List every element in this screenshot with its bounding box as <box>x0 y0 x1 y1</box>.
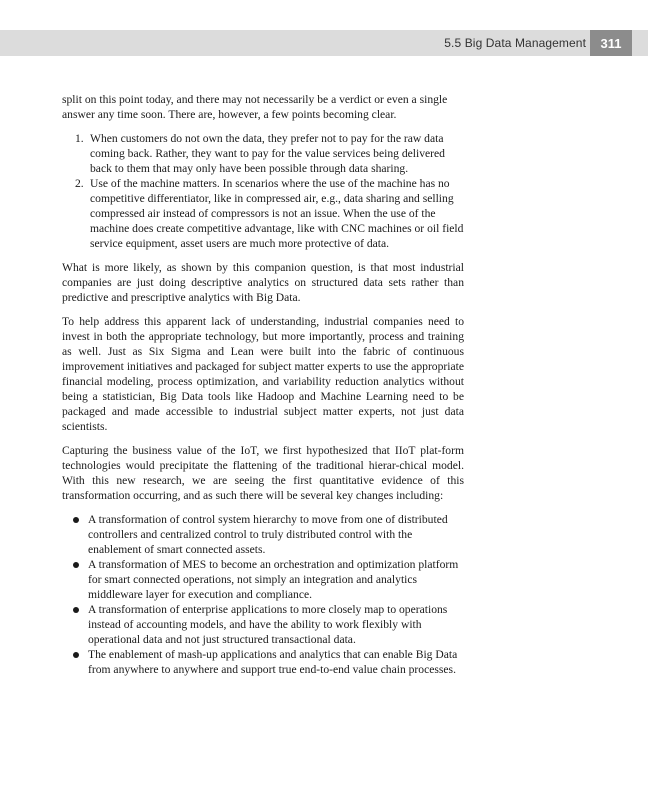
bullet-text: A transformation of MES to become an orchestration and optimization platform for smart connected operations, not simply an integration and analytics middleware layer for execution and compliance. <box>88 558 459 601</box>
bullet-list-item <box>62 647 464 677</box>
list-item-text: Use of the machine matters. In scenarios where the use of the machine has no competitive differentiator, like in compressed air, e.g., data sharing and selling compressed air instead of compressors is not an issue. When the use of the machine does create competitive advantage, like with CNC machines or oil field service equipment, asset users are much more protective of data. <box>90 177 464 250</box>
list-number: 2. <box>75 177 84 190</box>
bullet-icon <box>73 652 79 658</box>
page-number: 311 <box>590 30 632 56</box>
bullet-list <box>62 512 464 677</box>
bullet-list-item <box>62 602 464 647</box>
paragraph-help-address: To help address this apparent lack of understanding, industrial companies need to invest in both the appropriate technology, but more importantly, process and training as well. Just as Six Sigma and Lean were built into the fabric of continuous improvement initiatives and packaged for subject matter experts to use the appropriate financial modeling, process optimization, and variability reduction analytics without being a statistician, Big Data tools like Hadoop and Machine Learning need to be packaged and made accessible to industrial subject matter experts, not just data scientists. <box>62 315 464 433</box>
list-item-text: When customers do not own the data, they prefer not to pay for the raw data coming back. Rather, they want to pay for the value services being delivered back to them that may only have been possible through data sharing. <box>90 132 445 175</box>
numbered-list-item <box>62 131 464 176</box>
bullet-text: The enablement of mash-up applications and analytics that can enable Big Data from anywhere to anywhere and support true end-to-end value chain processes. <box>88 648 458 676</box>
bullet-list-item <box>62 557 464 602</box>
page-body <box>62 92 464 677</box>
bullet-icon <box>73 562 79 568</box>
bullet-list-item <box>62 512 464 557</box>
numbered-list-item <box>62 176 464 251</box>
paragraph-descriptive-analytics: What is more likely, as shown by this companion question, is that most industrial companies are just doing descriptive analytics on structured data sets rather than predictive and prescriptive analytics with Big Data. <box>62 261 464 304</box>
bullet-icon <box>73 517 79 523</box>
list-number: 1. <box>75 132 84 145</box>
bullet-text: A transformation of enterprise applications to more closely map to operations instead of accounting models, and have the ability to work flexibly with operational data and not just structured transactional data. <box>88 603 448 646</box>
bullet-text: A transformation of control system hierarchy to move from one of distributed controllers and centralized control to truly distributed control with the enablement of smart connected assets. <box>88 513 448 556</box>
intro-paragraph: split on this point today, and there may not necessarily be a verdict or even a single answer any time soon. There are, however, a few points becoming clear. <box>62 93 448 121</box>
running-head-section-title: 5.5 Big Data Management <box>444 36 586 50</box>
bullet-icon <box>73 607 79 613</box>
numbered-list <box>62 131 464 251</box>
paragraph-capturing-value: Capturing the business value of the IoT, we first hypothesized that IIoT plat-form technologies would precipitate the flattening of the traditional hierar-chical model. With this new research, we are seeing the first quantitative evidence of this transformation occurring, and as such there will be several key changes including: <box>62 444 464 502</box>
